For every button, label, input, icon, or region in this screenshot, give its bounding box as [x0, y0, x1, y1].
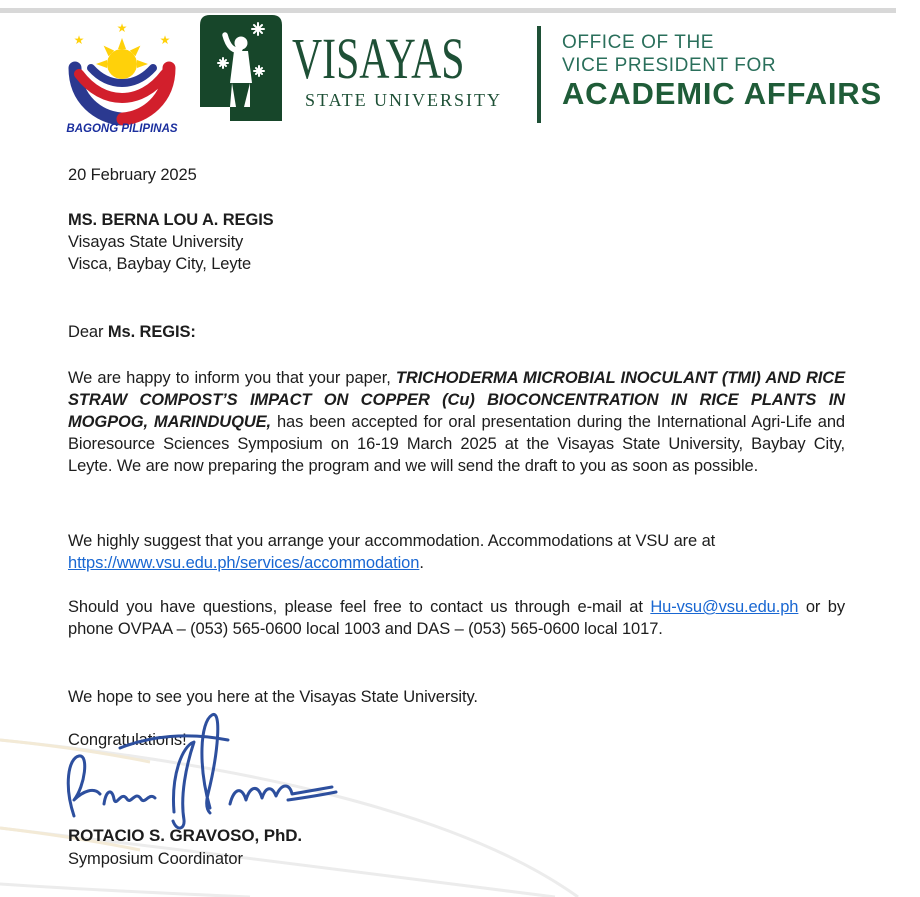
bagong-pilipinas-label: BAGONG PILIPINAS — [66, 123, 178, 134]
recipient-address: Visca, Baybay City, Leyte — [68, 255, 252, 273]
sun-icon — [96, 38, 148, 79]
closing-line: We hope to see you here at the Visayas State University. — [68, 688, 478, 706]
office-line-2: VICE PRESIDENT FOR — [562, 55, 777, 76]
para1-rest: has been accepted for oral presentation during the International Agri-Life and Bioresource Sciences Symposium on 16-19 March 2025 at the Visayas State University, Baybay City, Leyte. We are now preparing the program and we will send the draft to you as soon as possible. — [68, 413, 845, 475]
para3-lead: Should you have questions, please feel free to contact us through e-mail at — [68, 598, 651, 616]
congratulations-line: Congratulations! — [68, 731, 187, 749]
signer-title: Symposium Coordinator — [68, 850, 243, 868]
paper-title: TRICHODERMA MICROBIAL INOCULANT (TMI) AND RICE STRAW COMPOST’S IMPACT ON COPPER (Cu) BIOCONCENTRATION IN RICE PLANTS IN MOGPOG, MARINDUQUE, — [68, 369, 845, 431]
recipient-name: MS. BERNA LOU A. REGIS — [68, 211, 274, 229]
vsu-logo — [200, 15, 282, 121]
vsu-wordmark-sub: STATE UNIVERSITY — [305, 90, 503, 110]
para3-tail: or by phone OVPAA – (053) 565-0600 local 1003 and DAS – (053) 565-0600 local 1017. — [68, 598, 845, 638]
recipient-org: Visayas State University — [68, 233, 244, 251]
date-line: 20 February 2025 — [68, 166, 197, 184]
salutation-name: Ms. REGIS: — [107, 323, 196, 341]
office-title: ACADEMIC AFFAIRS — [562, 76, 882, 111]
salutation — [68, 321, 845, 343]
accommodation-link[interactable]: https://www.vsu.edu.ph/services/accommodation — [68, 554, 420, 572]
body-paragraph-1 — [68, 367, 845, 477]
svg-text:★: ★ — [73, 33, 85, 47]
office-line-1: OFFICE OF THE — [562, 32, 715, 53]
signer-name: ROTACIO S. GRAVOSO, PhD. — [68, 826, 303, 845]
top-divider-bar — [0, 8, 896, 13]
email-link[interactable]: Hu-vsu@vsu.edu.ph — [650, 598, 799, 616]
svg-text:★: ★ — [116, 21, 128, 35]
vsu-wordmark: VISAYAS — [292, 26, 465, 91]
para2-tail: . — [419, 554, 424, 572]
recipient-block — [68, 209, 845, 275]
header-divider — [537, 26, 541, 123]
para1-lead: We are happy to inform you that your paper, — [68, 369, 396, 387]
salutation-prefix: Dear — [68, 323, 108, 341]
para2-lead: We highly suggest that you arrange your accommodation. Accommodations at VSU are at — [68, 532, 716, 550]
body-paragraph-2 — [68, 530, 845, 574]
office-header — [562, 31, 882, 111]
body-paragraph-3 — [68, 596, 845, 640]
bagong-pilipinas-logo — [55, 16, 189, 134]
svg-text:★: ★ — [159, 33, 171, 47]
signature-image — [58, 704, 348, 839]
vsu-wordmark-block — [292, 26, 532, 110]
